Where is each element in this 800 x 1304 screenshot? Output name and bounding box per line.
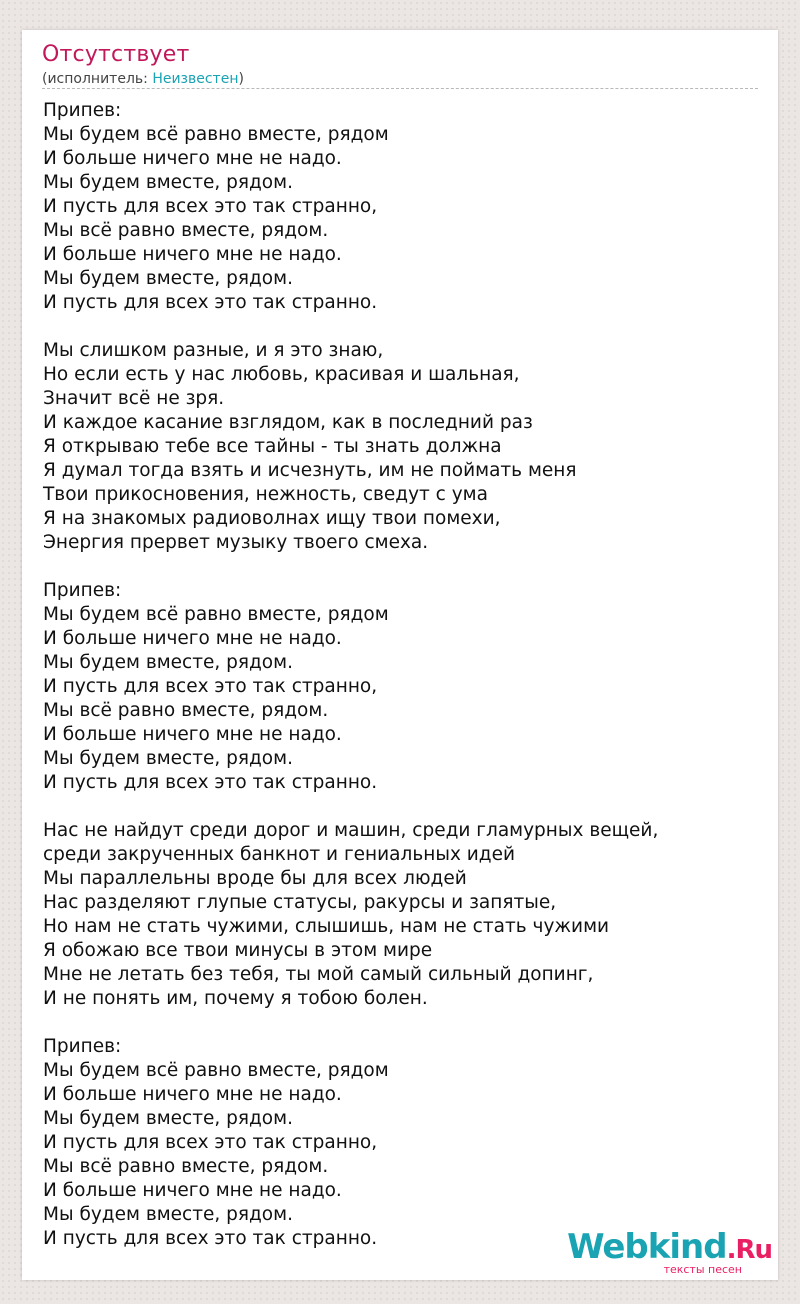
artist-prefix: (исполнитель: — [42, 71, 153, 87]
lyrics-line: И пусть для всех это так странно. — [43, 772, 378, 793]
lyrics-line: И больше ничего мне не надо. — [43, 724, 342, 745]
logo-wordmark: Webkind — [567, 1227, 727, 1267]
lyrics-line: Нас не найдут среди дорог и машин, среди гламурных вещей, — [43, 820, 659, 841]
artist-link[interactable]: Неизвестен — [152, 71, 239, 87]
lyrics-line: И пусть для всех это так странно, — [43, 1132, 378, 1153]
logo-tld: .Ru — [726, 1235, 772, 1265]
lyrics-line: И больше ничего мне не надо. — [43, 1180, 342, 1201]
lyrics-line: И больше ничего мне не надо. — [43, 148, 342, 169]
lyrics-line: Нас разделяют глупые статусы, ракурсы и запятые, — [43, 892, 557, 913]
lyrics-text — [43, 99, 658, 1251]
lyrics-line: Мы будем вместе, рядом. — [43, 1108, 293, 1129]
lyrics-line: Мы параллельны вроде бы для всех людей — [43, 868, 467, 889]
lyrics-card — [22, 30, 778, 1280]
lyrics-line: Припев: — [43, 100, 122, 121]
lyrics-line: И не понять им, почему я тобою болен. — [43, 988, 428, 1009]
lyrics-line: И каждое касание взглядом, как в последний раз — [43, 412, 533, 433]
lyrics-line — [43, 795, 658, 819]
lyrics-line: И больше ничего мне не надо. — [43, 1084, 342, 1105]
lyrics-line — [43, 1011, 658, 1035]
lyrics-line: Мы будем всё равно вместе, рядом — [43, 604, 389, 625]
lyrics-line: Твои прикосновения, нежность, сведут с ума — [43, 484, 488, 505]
lyrics-line: Мы всё равно вместе, рядом. — [43, 700, 329, 721]
logo-tagline: тексты песен — [663, 1263, 742, 1276]
lyrics-line: И пусть для всех это так странно. — [43, 1228, 378, 1249]
lyrics-line: Мы будем вместе, рядом. — [43, 1204, 293, 1225]
lyrics-line: среди закрученных банкнот и гениальных идей — [43, 844, 515, 865]
lyrics-line: Значит всё не зря. — [43, 388, 225, 409]
lyrics-line: Мы всё равно вместе, рядом. — [43, 220, 329, 241]
lyrics-line: И пусть для всех это так странно, — [43, 676, 378, 697]
lyrics-line: Припев: — [43, 1036, 122, 1057]
lyrics-line: Припев: — [43, 580, 122, 601]
lyrics-line: Мы слишком разные, и я это знаю, — [43, 340, 384, 361]
lyrics-line: Мы будем вместе, рядом. — [43, 652, 293, 673]
lyrics-line: Мы будем вместе, рядом. — [43, 748, 293, 769]
lyrics-line — [43, 555, 658, 579]
lyrics-line: Но нам не стать чужими, слышишь, нам не стать чужими — [43, 916, 610, 937]
title-divider — [42, 88, 758, 89]
lyrics-line: Мы будем вместе, рядом. — [43, 268, 293, 289]
lyrics-line: Мы будем вместе, рядом. — [43, 172, 293, 193]
lyrics-line: И больше ничего мне не надо. — [43, 244, 342, 265]
lyrics-line — [43, 315, 658, 339]
lyrics-line: Я думал тогда взять и исчезнуть, им не поймать меня — [43, 460, 577, 481]
lyrics-line: Я открываю тебе все тайны - ты знать должна — [43, 436, 502, 457]
lyrics-line: Мне не летать без тебя, ты мой самый сильный допинг, — [43, 964, 594, 985]
lyrics-line: Мы всё равно вместе, рядом. — [43, 1156, 329, 1177]
lyrics-line: Я на знакомых радиоволнах ищу твои помехи, — [43, 508, 501, 529]
song-title: Отсутствует — [42, 42, 190, 67]
lyrics-line: И больше ничего мне не надо. — [43, 628, 342, 649]
lyrics-line: И пусть для всех это так странно. — [43, 292, 378, 313]
lyrics-line: Но если есть у нас любовь, красивая и шальная, — [43, 364, 520, 385]
lyrics-line: Я обожаю все твои минусы в этом мире — [43, 940, 433, 961]
artist-suffix: ) — [238, 71, 244, 87]
lyrics-line: Мы будем всё равно вместе, рядом — [43, 1060, 389, 1081]
artist-line — [42, 71, 244, 87]
lyrics-line: Мы будем всё равно вместе, рядом — [43, 124, 389, 145]
lyrics-line: Энергия прервет музыку твоего смеха. — [43, 532, 429, 553]
lyrics-line: И пусть для всех это так странно, — [43, 196, 378, 217]
site-logo[interactable] — [567, 1227, 772, 1276]
